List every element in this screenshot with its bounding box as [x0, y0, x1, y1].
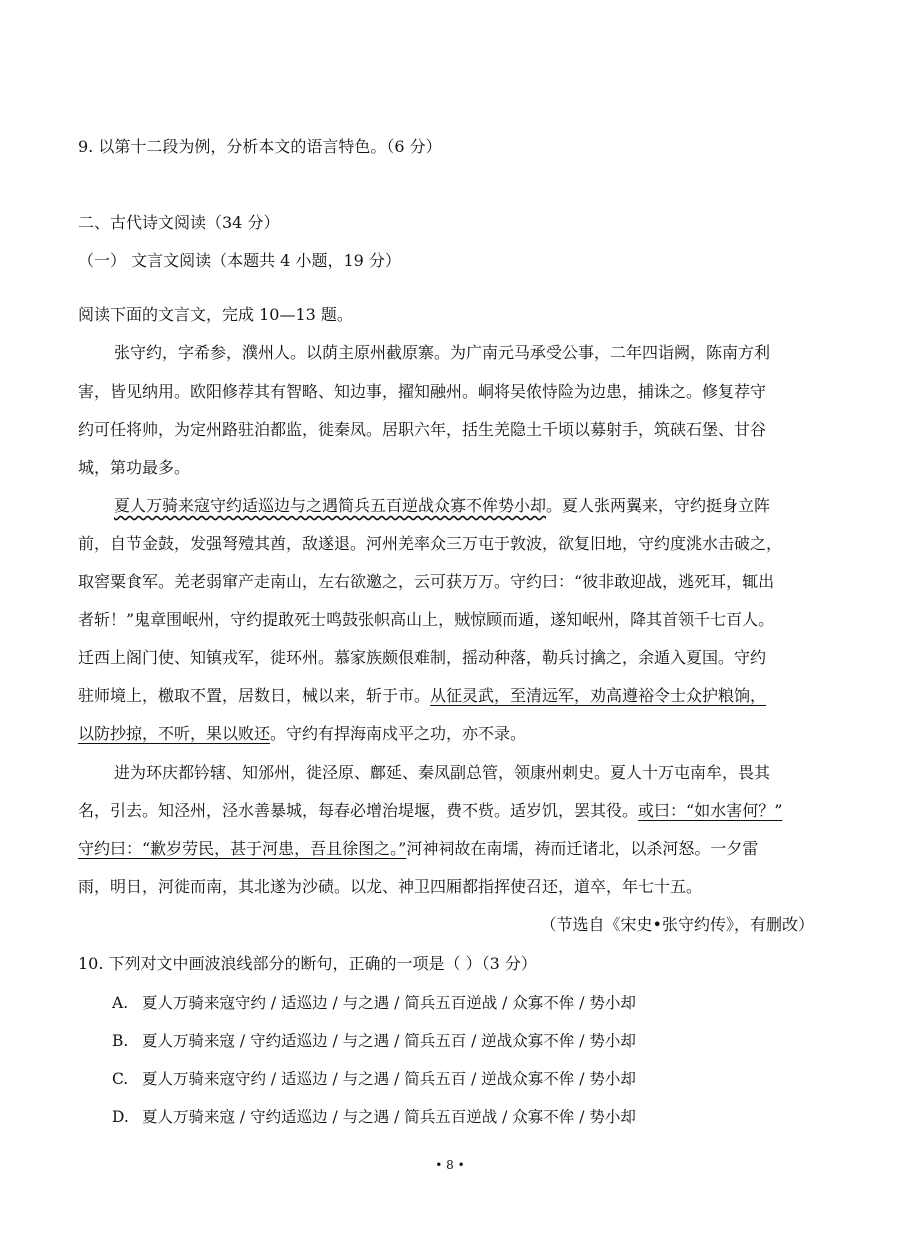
passage-line: 进为环庆都钤辖、知邠州，徙泾原、鄜延、秦凤副总管，领康州刺史。夏人十万屯南牟，畏其	[114, 763, 771, 782]
page-number: • 8 •	[435, 1158, 465, 1172]
passage-line	[78, 800, 782, 822]
passage-text: 驻师境上，檄取不置，居数日，械以来，斩于市。	[78, 686, 431, 705]
underlined-sentence: 或曰：“如水害何？”	[638, 801, 783, 820]
section-title: 二、古代诗文阅读（34 分）	[78, 213, 280, 232]
option-label: C.	[112, 1070, 129, 1088]
passage-text: 。守约有捍海南戍平之功，亦不录。	[270, 724, 527, 743]
wavy-underlined-sentence: 夏人万骑来寇守约适巡边与之遇简兵五百逆战众寡不侔势小却	[114, 496, 547, 515]
option-label: A.	[112, 994, 129, 1012]
option-c	[112, 1067, 636, 1089]
underlined-sentence: 从征灵武，至清远军，劝高遵裕令士众护粮饷，	[430, 686, 767, 705]
passage-text: 名，引去。知泾州，泾水善暴城，每春必增治堤堰，费不赀。适岁饥，罢其役。	[78, 801, 639, 820]
passage-line	[78, 685, 766, 707]
passage-line: 者斩！”鬼章围岷州，守约提敢死士鸣鼓张帜高山上，贼惊顾而遁，遂知岷州，降其首领千七百人。	[78, 610, 775, 629]
passage-line: 前，自节金鼓，发强弩殪其酋，敌遂退。河州羌率众三万屯于敦波，欲复旧地，守约度洮水击破之，	[78, 534, 783, 553]
option-text: 夏人万骑来寇 / 守约适巡边 / 与之遇 / 简兵五百逆战 / 众寡不侔 / 势小却	[142, 1108, 636, 1126]
passage-line: 张守约，字希参，濮州人。以荫主原州截原寨。为广南元马承受公事，二年四诣阙，陈南方利	[114, 343, 771, 362]
underlined-sentence: 以防抄掠，不听，果以败还	[78, 724, 271, 743]
option-b	[112, 1029, 636, 1051]
passage-line: 雨，明日，河徙而南，其北遂为沙碛。以龙、神卫四厢都指挥使召还，道卒，年七十五。	[78, 877, 703, 896]
passage-line: 约可任将帅，为定州路驻泊都监，徙秦凤。居职六年，括生羌隐土千顷以募射手，筑硖石堡、甘谷	[78, 420, 767, 439]
passage-line: 城，第功最多。	[78, 458, 191, 477]
reading-instruction: 阅读下面的文言文，完成 10—13 题。	[78, 305, 353, 324]
option-label: D.	[112, 1108, 129, 1126]
option-a	[112, 991, 636, 1013]
subsection-title: （一） 文言文阅读（本题共 4 小题，19 分）	[78, 251, 401, 270]
passage-line	[78, 723, 526, 745]
option-d	[112, 1105, 636, 1127]
passage-text: 。夏人张两翼来，守约挺身立阵	[546, 496, 771, 515]
passage-line	[78, 838, 758, 860]
option-text: 夏人万骑来寇守约 / 适巡边 / 与之遇 / 简兵五百 / 逆战众寡不侔 / 势小却	[142, 1070, 636, 1088]
passage-line: 迁西上阁门使、知镇戎军，徙环州。慕家族颇佷难制，摇动种落，勒兵讨擒之，余遁入夏国。守约	[78, 648, 767, 667]
underlined-sentence: 守约曰：“歉岁劳民，甚于河患，吾且徐图之。”	[78, 839, 407, 858]
passage-line	[114, 495, 770, 517]
passage-line: 取窖粟食军。羌老弱窜产走南山，左右欲邀之，云可获万万。守约曰：“彼非敢迎战，逃死耳，辄出	[78, 572, 775, 591]
question-10-stem: 10. 下列对文中画波浪线部分的断句，正确的一项是（ ）（3 分）	[78, 954, 537, 973]
option-text: 夏人万骑来寇 / 守约适巡边 / 与之遇 / 简兵五百 / 逆战众寡不侔 / 势小却	[142, 1032, 636, 1050]
passage-line: 害，皆见纳用。欧阳修荐其有智略、知边事，擢知融州。峒将吴侬恃险为边患，捕诛之。修复荐守	[78, 382, 767, 401]
question-9: 9. 以第十二段为例，分析本文的语言特色。（6 分）	[78, 137, 442, 156]
source-attribution: （节选自《宋史•张守约传》，有删改）	[540, 915, 814, 934]
option-label: B.	[112, 1032, 129, 1050]
option-text: 夏人万骑来寇守约 / 适巡边 / 与之遇 / 简兵五百逆战 / 众寡不侔 / 势小却	[142, 994, 636, 1012]
passage-text: 河神祠故在南壖，祷而迁诸北，以杀河怒。一夕雷	[406, 839, 759, 858]
